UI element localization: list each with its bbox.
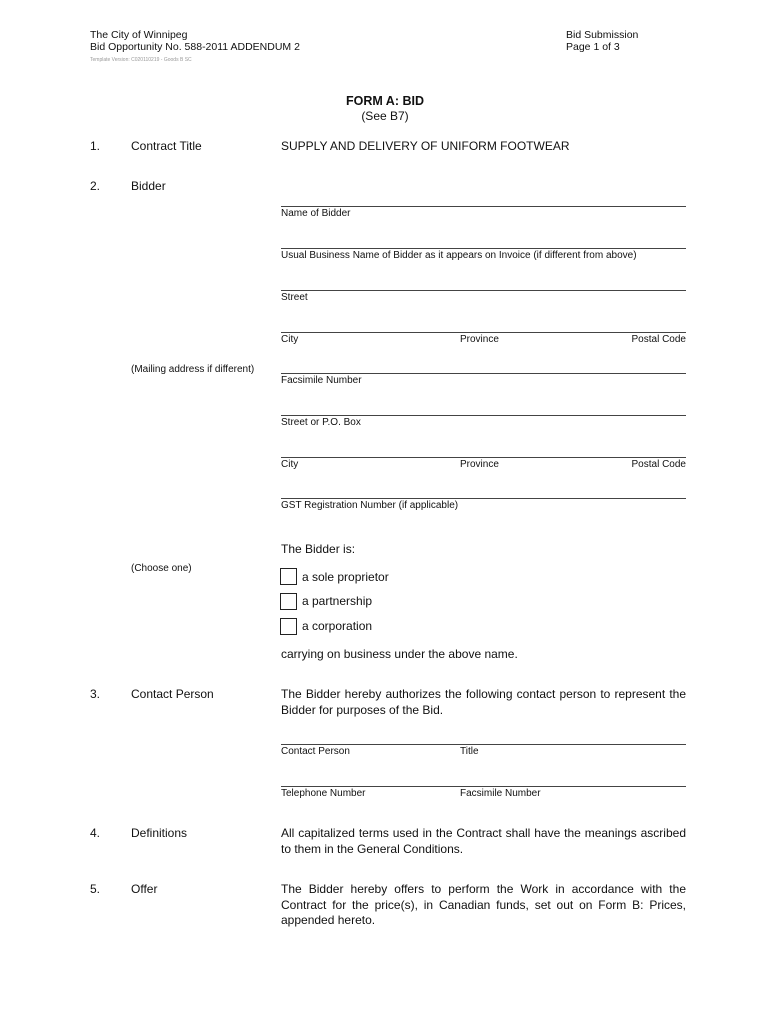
postal-code-2-label: Postal Code [631,459,686,470]
contact-person-field-label: Contact Person [281,746,350,757]
form-title: FORM A: BID [346,94,424,108]
telephone-label: Telephone Number [281,788,366,799]
facsimile-line[interactable] [281,373,686,374]
header-city: The City of Winnipeg [90,29,188,41]
gst-label: GST Registration Number (if applicable) [281,500,459,511]
header-bid-submission: Bid Submission [566,29,639,41]
section-5-label: Offer [131,882,158,896]
city-2-label: City [281,459,299,470]
contact-person-paragraph: The Bidder hereby authorizes the following contact person to represent the Bidder for purposes of the Bid. [281,687,686,717]
section-2-label: Bidder [131,179,166,193]
gst-line[interactable] [281,498,686,499]
carrying-on-business-text: carrying on business under the above name. [281,647,518,661]
city-2-line[interactable] [281,457,686,458]
street-po-label: Street or P.O. Box [281,417,361,428]
section-5-number: 5. [90,882,101,896]
name-of-bidder-line[interactable] [281,206,686,207]
name-of-bidder-label: Name of Bidder [281,208,351,219]
telephone-line[interactable] [281,786,686,787]
section-4-number: 4. [90,826,101,840]
section-2-number: 2. [90,179,101,193]
postal-code-label: Postal Code [631,334,686,345]
facsimile-2-label: Facsimile Number [460,788,541,799]
section-3-number: 3. [90,687,101,701]
sole-proprietor-label: a sole proprietor [302,570,389,584]
street-label: Street [281,292,308,303]
partnership-label: a partnership [302,594,373,608]
section-1-label: Contract Title [131,139,202,153]
contract-title-value: SUPPLY AND DELIVERY OF UNIFORM FOOTWEAR [281,139,570,153]
form-subtitle: (See B7) [361,109,409,123]
business-name-label: Usual Business Name of Bidder as it appears on Invoice (if different from above) [281,250,637,261]
contact-person-line[interactable] [281,744,686,745]
province-2-label: Province [460,459,499,470]
city-line[interactable] [281,332,686,333]
city-label: City [281,334,299,345]
sole-proprietor-checkbox[interactable] [280,568,297,585]
street-po-line[interactable] [281,415,686,416]
title-field-label: Title [460,746,479,757]
business-name-line[interactable] [281,248,686,249]
mailing-address-note: (Mailing address if different) [131,364,255,375]
corporation-checkbox[interactable] [280,618,297,635]
section-3-label: Contact Person [131,687,214,701]
section-4-label: Definitions [131,826,188,840]
header-bid-opportunity: Bid Opportunity No. 588-2011 ADDENDUM 2 [90,41,300,53]
section-1-number: 1. [90,139,101,153]
facsimile-label: Facsimile Number [281,375,362,386]
offer-paragraph: The Bidder hereby offers to perform the Work in accordance with the Contract for the price(s), in Canadian funds, set out on Form B: Prices, appended hereto. [281,882,686,927]
definitions-paragraph: All capitalized terms used in the Contract shall have the meanings ascribed to them in the General Conditions. [281,826,686,856]
partnership-checkbox[interactable] [280,593,297,610]
street-line[interactable] [281,290,686,291]
template-version-note: Template Version: C020110219 - Goods B SC [90,57,192,63]
corporation-label: a corporation [302,619,373,633]
header-page-number: Page 1 of 3 [566,41,620,53]
choose-one-note: (Choose one) [131,563,192,574]
bidder-is-label: The Bidder is: [281,542,356,556]
province-label: Province [460,334,499,345]
